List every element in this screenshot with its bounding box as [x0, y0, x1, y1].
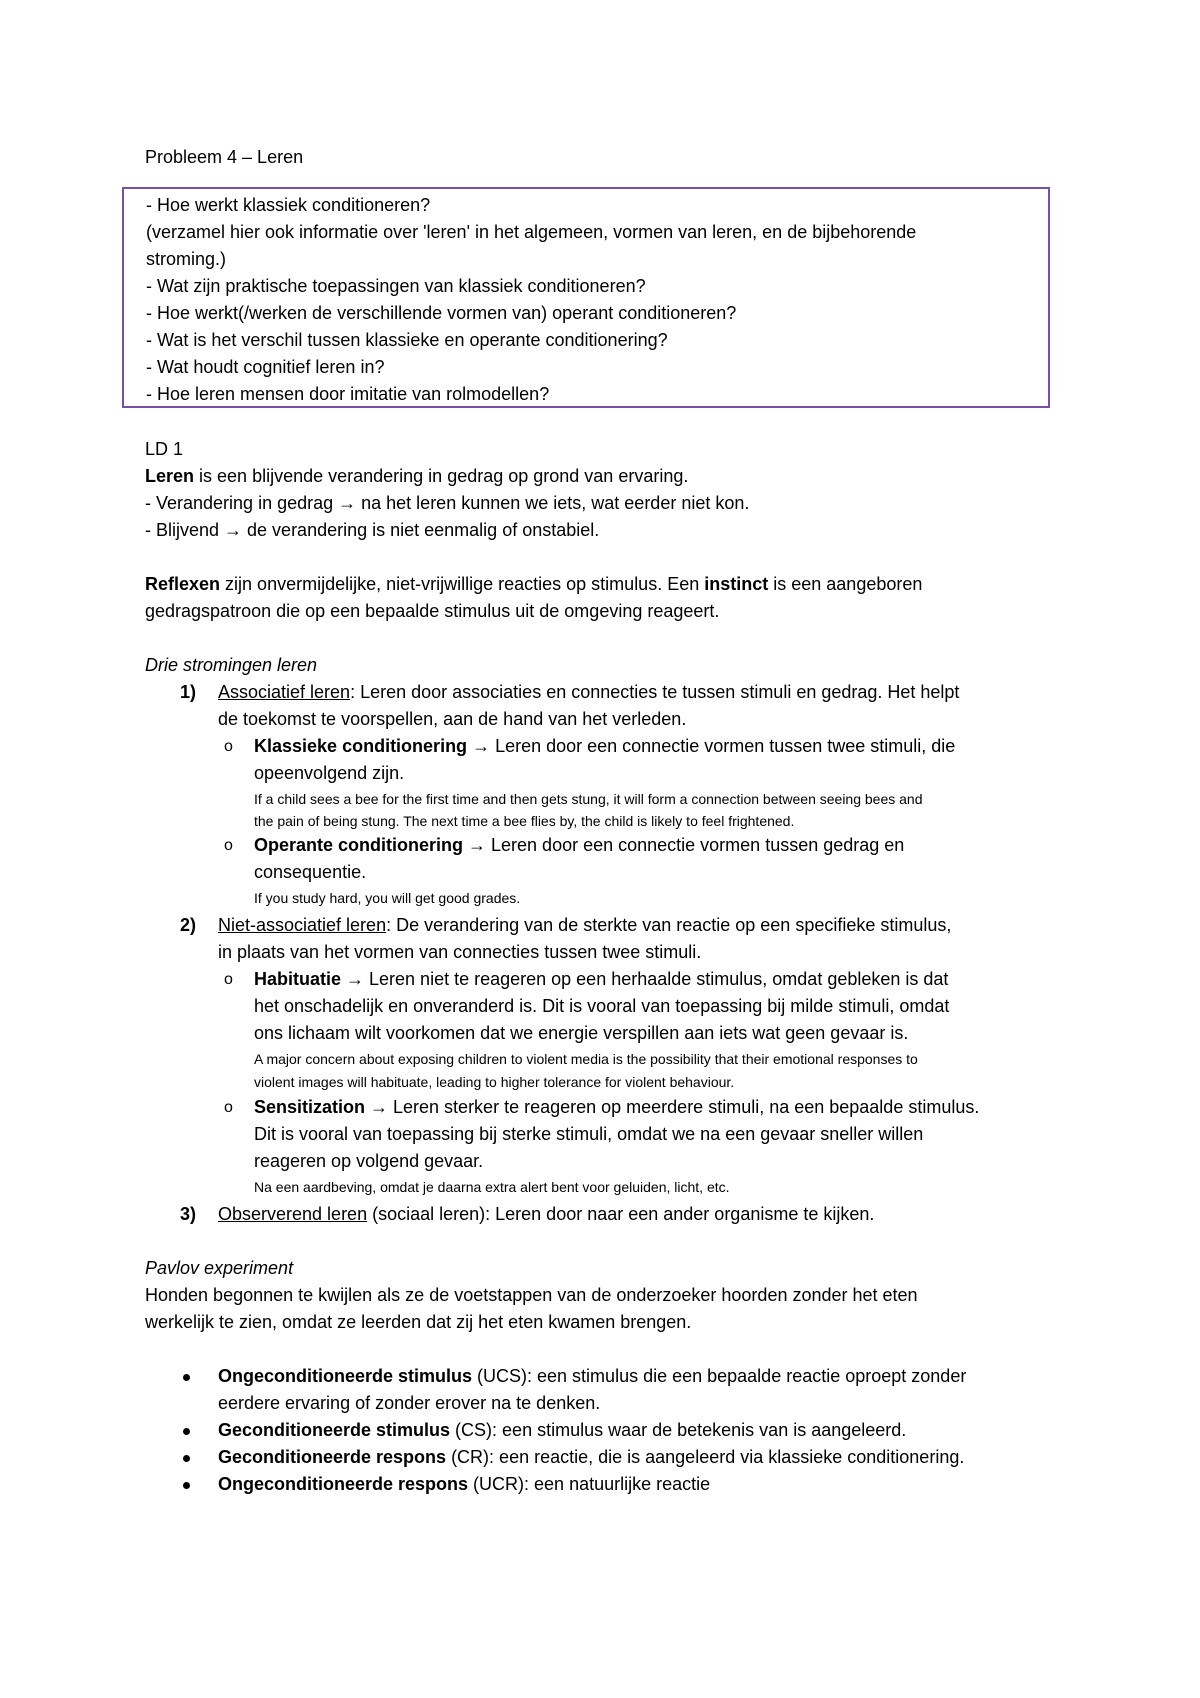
- term-definition: [218, 1444, 964, 1471]
- list-number: 2): [180, 915, 197, 935]
- question-line: - Hoe leren mensen door imitatie van rolmodellen?: [146, 384, 550, 404]
- term: Klassieke conditionering: [254, 736, 468, 756]
- term: Geconditioneerde stimulus: [218, 1420, 451, 1440]
- example-line: violent images will habituate, leading to higher tolerance for violent behaviour.: [254, 1074, 735, 1090]
- reflex-paragraph: [145, 571, 922, 598]
- sub-item: [254, 832, 904, 859]
- term-definition: [218, 1363, 966, 1390]
- section-heading: [145, 1255, 293, 1282]
- list-number: 1): [180, 682, 197, 702]
- heading-text: Pavlov experiment: [145, 1258, 294, 1278]
- text: → Leren niet te reageren op een herhaalde stimulus, omdat gebleken is dat: [341, 969, 949, 989]
- term: Operante conditionering: [254, 835, 464, 855]
- bullet-dot: [183, 1374, 190, 1381]
- bullet-dot: [183, 1428, 190, 1435]
- text: (sociaal leren): Leren door naar een ander organisme te kijken.: [367, 1204, 875, 1224]
- bullet-dot: [183, 1455, 190, 1462]
- question-line: - Wat houdt cognitief leren in?: [146, 357, 385, 377]
- sub-bullet: o: [224, 738, 233, 755]
- text: is een aangeboren: [768, 574, 923, 594]
- term: Observerend leren: [218, 1204, 368, 1224]
- term-definition: [218, 1417, 906, 1444]
- term-definition: [218, 1471, 710, 1498]
- term: Reflexen: [145, 574, 221, 594]
- term-definition-line: eerdere ervaring of zonder erover na te denken.: [218, 1393, 601, 1413]
- list-item: [218, 912, 951, 939]
- term: Sensitization: [254, 1097, 366, 1117]
- example-line: A major concern about exposing children to violent media is the possibility that their emotional responses to: [254, 1051, 918, 1067]
- pavlov-text: Honden begonnen te kwijlen als ze de voetstappen van de onderzoeker hoorden zonder het eten: [145, 1285, 918, 1305]
- definition-point: - Blijvend → de verandering is niet eenmalig of onstabiel.: [145, 520, 600, 540]
- question-line: - Hoe werkt klassiek conditioneren?: [146, 195, 431, 215]
- page-title: Probleem 4 – Leren: [145, 147, 304, 167]
- sub-item-line: opeenvolgend zijn.: [254, 763, 405, 783]
- text: zijn onvermijdelijke, niet-vrijwillige reacties op stimulus. Een: [220, 574, 705, 594]
- text: : Leren door associaties en connecties te tussen stimuli en gedrag. Het helpt: [350, 682, 960, 702]
- reflex-paragraph-line: gedragspatroon die op een bepaalde stimulus uit de omgeving reageert.: [145, 601, 720, 621]
- text: (CS): een stimulus waar de betekenis van is aangeleerd.: [450, 1420, 907, 1440]
- sub-item: [254, 1094, 979, 1121]
- question-line: - Wat zijn praktische toepassingen van klassiek conditioneren?: [146, 276, 646, 296]
- sub-item-line: ons lichaam wilt voorkomen dat we energie verspillen aan iets wat geen gevaar is.: [254, 1023, 909, 1043]
- sub-bullet: o: [224, 971, 233, 988]
- list-item: [218, 1201, 874, 1228]
- sub-bullet: o: [224, 1099, 233, 1116]
- definition-text: is een blijvende verandering in gedrag op grond van ervaring.: [194, 466, 689, 486]
- term: Associatief leren: [218, 682, 351, 702]
- sub-item-line: Dit is vooral van toepassing bij sterke stimuli, omdat we na een gevaar sneller willen: [254, 1124, 924, 1144]
- term: Niet-associatief leren: [218, 915, 387, 935]
- sub-item: [254, 966, 948, 993]
- sub-item: [254, 733, 955, 760]
- sub-item-line: consequentie.: [254, 862, 367, 882]
- term: Habituatie: [254, 969, 342, 989]
- example-line: If a child sees a bee for the first time and then gets stung, it will form a connection between seeing bees and: [254, 791, 923, 807]
- list-item-line: in plaats van het vormen van connecties tussen twee stimuli.: [218, 942, 702, 962]
- term: Ongeconditioneerde stimulus: [218, 1366, 473, 1386]
- example-line: the pain of being stung. The next time a bee flies by, the child is likely to feel frightened.: [254, 813, 795, 829]
- text: : De verandering van de sterkte van reactie op een specifieke stimulus,: [386, 915, 952, 935]
- sub-bullet: o: [224, 837, 233, 854]
- learning-definition: [145, 463, 688, 490]
- definition-point: - Verandering in gedrag → na het leren kunnen we iets, wat eerder niet kon.: [145, 493, 750, 513]
- term: instinct: [704, 574, 769, 594]
- sub-item-line: het onschadelijk en onveranderd is. Dit is vooral van toepassing bij milde stimuli, omdat: [254, 996, 950, 1016]
- ld1-label: LD 1: [145, 439, 184, 459]
- term: Geconditioneerde respons: [218, 1447, 447, 1467]
- question-line: - Hoe werkt(/werken de verschillende vormen van) operant conditioneren?: [146, 303, 737, 323]
- text: → Leren door een connectie vormen tussen twee stimuli, die: [467, 736, 956, 756]
- list-number: 3): [180, 1204, 197, 1224]
- example-line: If you study hard, you will get good grades.: [254, 890, 521, 906]
- heading-text: Drie stromingen leren: [145, 655, 318, 675]
- text: → Leren door een connectie vormen tussen gedrag en: [463, 835, 905, 855]
- section-heading: [145, 652, 317, 679]
- list-item-line: de toekomst te voorspellen, aan de hand van het verleden.: [218, 709, 687, 729]
- sub-item-line: reageren op volgend gevaar.: [254, 1151, 484, 1171]
- example-line: Na een aardbeving, omdat je daarna extra alert bent voor geluiden, licht, etc.: [254, 1179, 730, 1195]
- question-line: - Wat is het verschil tussen klassieke en operante conditionering?: [146, 330, 668, 350]
- definition-term: Leren: [145, 466, 195, 486]
- text: (UCS): een stimulus die een bepaalde reactie oproept zonder: [472, 1366, 967, 1386]
- bullet-dot: [183, 1482, 190, 1489]
- question-line: stroming.): [146, 249, 227, 269]
- list-item: [218, 679, 959, 706]
- learning-questions-box: [122, 187, 1050, 408]
- text: (CR): een reactie, die is aangeleerd via klassieke conditionering.: [446, 1447, 965, 1467]
- pavlov-text: werkelijk te zien, omdat ze leerden dat zij het eten kwamen brengen.: [145, 1312, 692, 1332]
- term: Ongeconditioneerde respons: [218, 1474, 469, 1494]
- question-line: (verzamel hier ook informatie over 'leren' in het algemeen, vormen van leren, en de bijbehorende: [146, 222, 917, 242]
- text: (UCR): een natuurlijke reactie: [468, 1474, 711, 1494]
- text: → Leren sterker te reageren op meerdere stimuli, na een bepaalde stimulus.: [365, 1097, 980, 1117]
